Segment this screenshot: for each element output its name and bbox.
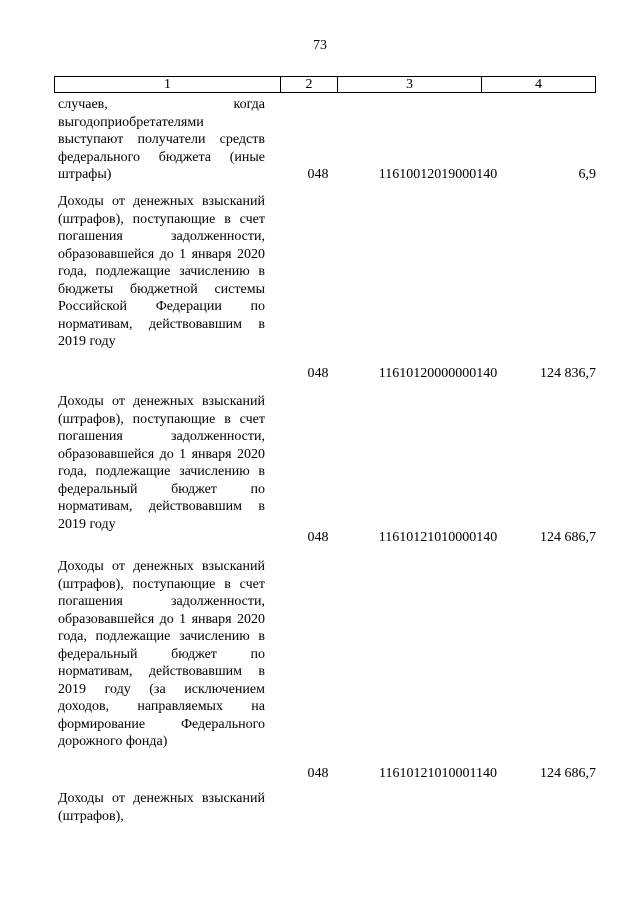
row-description: Доходы от денежных взысканий (штрафов), поступающие в счет погашения задолженности, образовавшейся до 1 января 2020 года, подлежащие зачислению в федеральный бюджет по нормативам, действовавшим в 2019 году — [58, 394, 265, 532]
row-description: Доходы от денежных взысканий (штрафов), — [58, 791, 265, 824]
table-row — [58, 193, 596, 381]
header-col-3: 3 — [338, 77, 482, 92]
table-row — [58, 790, 596, 825]
table-row — [58, 558, 596, 781]
row-amount: 124 836,7 — [540, 366, 596, 381]
header-col-1: 1 — [55, 77, 281, 92]
table-row — [58, 393, 596, 545]
table-header — [54, 76, 596, 93]
row-admin-code: 048 — [307, 167, 329, 182]
row-admin-code: 048 — [307, 530, 329, 545]
row-admin-code: 048 — [307, 366, 329, 381]
row-admin-code: 048 — [307, 766, 329, 781]
row-description: Доходы от денежных взысканий (штрафов), поступающие в счет погашения задолженности, образовавшейся до 1 января 2020 года, подлежащие зачислению в федеральный бюджет по нормативам, действовавшим в 2019 году (за исключением доходов, направляемых на формирование Федерального дорожного фонда) — [58, 559, 265, 749]
row-amount: 124 686,7 — [540, 530, 596, 545]
row-budget-code: 11610120000000140 — [378, 366, 498, 381]
row-description: случаев, когда выгодоприобретателями выступают получатели средств федерального бюджета (иные штрафы) — [58, 97, 265, 182]
header-col-2: 2 — [281, 77, 338, 92]
header-col-4: 4 — [535, 77, 542, 92]
row-description: Доходы от денежных взысканий (штрафов), поступающие в счет погашения задолженности, образовавшейся до 1 января 2020 года, подлежащие зачислению в бюджеты бюджетной системы Российской Федерации по нормативам, действовавшим в 2019 году — [58, 194, 265, 349]
row-amount: 124 686,7 — [540, 766, 596, 781]
row-amount: 6,9 — [578, 167, 596, 182]
table-row — [58, 96, 596, 184]
row-budget-code: 11610121010001140 — [379, 766, 497, 781]
row-budget-code: 11610121010000140 — [378, 530, 498, 545]
row-budget-code: 11610012019000140 — [378, 167, 498, 182]
page-number: 73 — [313, 38, 327, 53]
